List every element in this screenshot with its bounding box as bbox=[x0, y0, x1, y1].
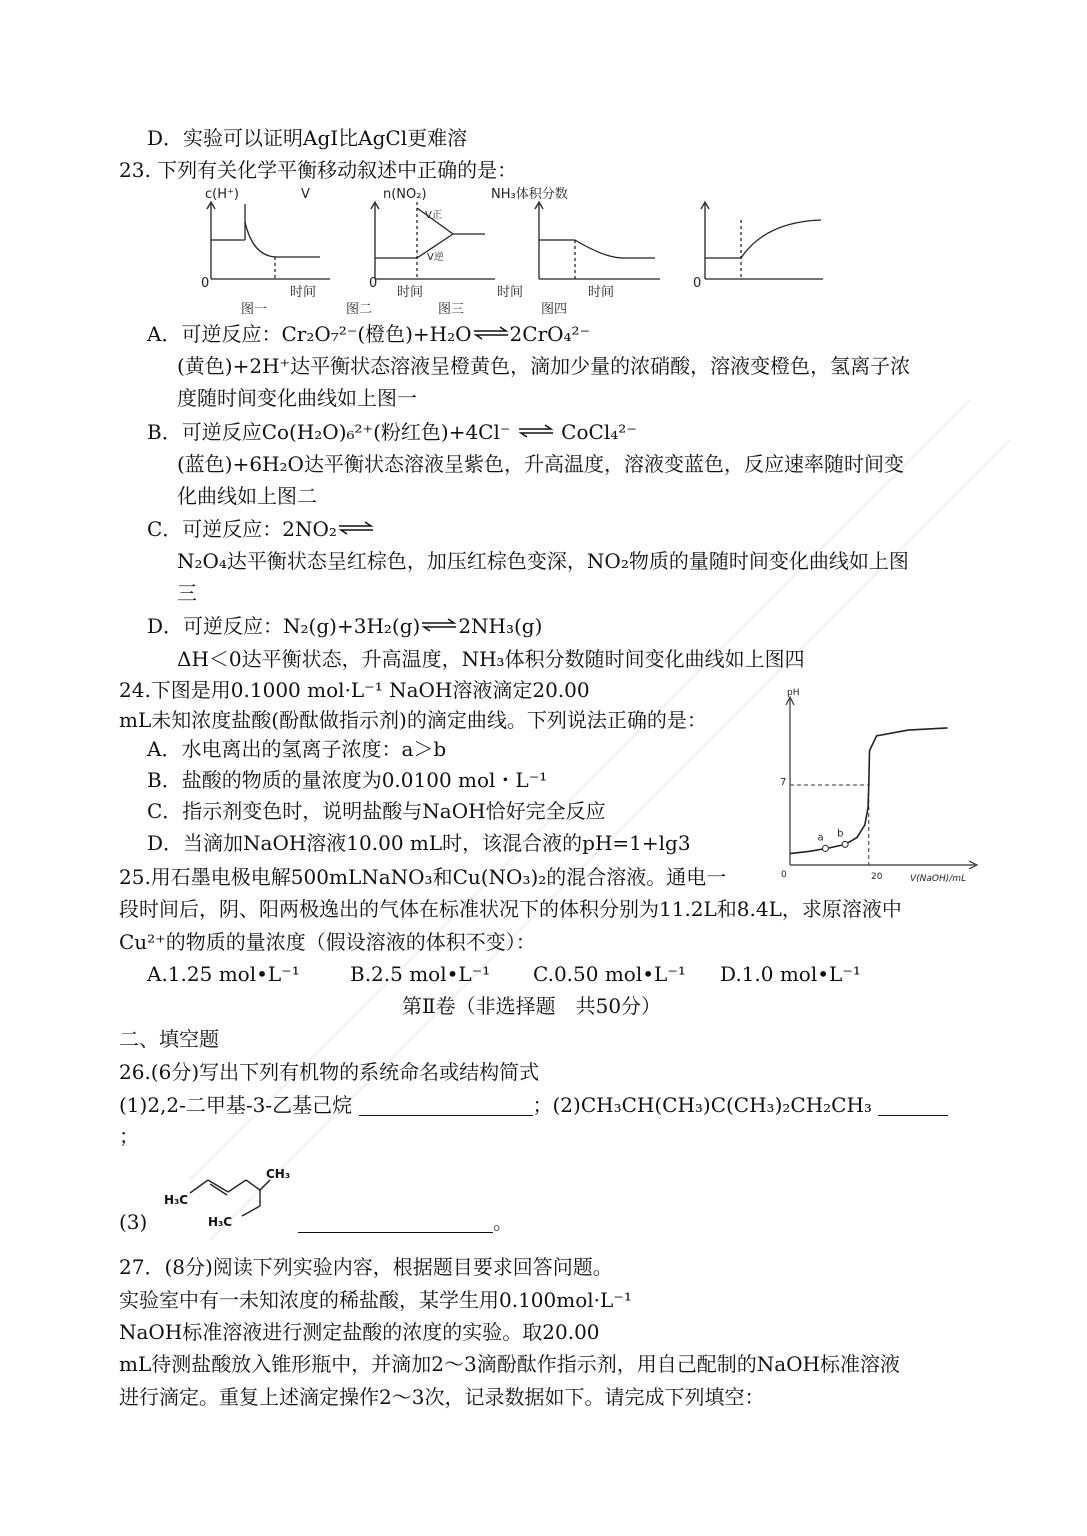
x-tick-20: 20 bbox=[871, 872, 883, 882]
q23-option-a-line3: 度随时间变化曲线如上图一 bbox=[177, 386, 417, 410]
ch3-label: CH₃ bbox=[266, 1167, 291, 1181]
q23-a-prefix: A．可逆反应： bbox=[147, 322, 282, 346]
q23-option-b-line2: (蓝色)+6H₂O达平衡状态溶液呈紫色，升高温度，溶液变蓝色，反应速率随时间变 bbox=[177, 452, 904, 476]
graph-one bbox=[207, 202, 330, 279]
point-b bbox=[842, 841, 848, 847]
titration-curve-chart bbox=[775, 685, 980, 885]
zero-4: 0 bbox=[693, 276, 702, 291]
q24-option-a: A．水电离出的氢离子浓度：a＞b bbox=[147, 737, 447, 761]
equilibrium-arrow-icon bbox=[420, 618, 458, 632]
q23-d-formula-right: 2NH₃(g) bbox=[458, 614, 543, 638]
q25-option-c: C.0.50 mol•L⁻¹ bbox=[533, 962, 686, 986]
q23-option-d-line2: ΔH＜0达平衡状态，升高温度，NH₃体积分数随时间变化曲线如上图四 bbox=[177, 647, 805, 671]
section-two-title: 第Ⅱ卷（非选择题 共50分） bbox=[402, 994, 662, 1018]
h3c-left-label: H₃C bbox=[164, 1193, 189, 1207]
q23-option-c-line2: N₂O₄达平衡状态呈红棕色，加压红棕色变深，NO₂物质的量随时间变化曲线如上图 bbox=[177, 549, 909, 573]
zero-1: 0 bbox=[201, 276, 210, 291]
time-1: 时间 bbox=[290, 285, 317, 300]
q26-end-mark: 。 bbox=[493, 1210, 513, 1234]
q26-semicolon-2: ； bbox=[119, 1124, 139, 1148]
q23-option-c-line3: 三 bbox=[177, 581, 197, 605]
q27-line3: mL待测盐酸放入锥形瓶中，并滴加2～3滴酚酞作指示剂，用自己配制的NaOH标准溶液 bbox=[119, 1352, 900, 1376]
graph-four bbox=[701, 202, 823, 279]
q24-option-d: D．当滴加NaOH溶液10.00 mL时，该混合液的pH=1+lg3 bbox=[147, 831, 691, 855]
graph-label-ch: c(H⁺) bbox=[205, 187, 239, 202]
time-4: 时间 bbox=[588, 285, 615, 300]
fill-in-heading: 二、填空题 bbox=[119, 1027, 219, 1051]
q26-part3-label: (3) bbox=[119, 1210, 148, 1234]
point-label-a: a bbox=[817, 832, 824, 844]
y-axis-label: pH bbox=[787, 688, 800, 698]
q23-option-c-line1 bbox=[147, 515, 375, 543]
q26-part3-line bbox=[298, 1208, 513, 1236]
time-2: 时间 bbox=[397, 285, 424, 300]
graph-label-nno2: n(NO₂) bbox=[383, 187, 427, 202]
graph-label-v: V bbox=[301, 187, 310, 202]
time-3: 时间 bbox=[497, 285, 524, 300]
q26-answer-3-blank[interactable] bbox=[298, 1210, 493, 1233]
q24-stem-line2: mL未知浓度盐酸(酚酞做指示剂)的滴定曲线。下列说法正确的是： bbox=[119, 708, 707, 732]
q27-line1: 实验室中有一未知浓度的稀盐酸，某学生用0.100mol·L⁻¹ bbox=[119, 1288, 632, 1312]
q26-answer-1-blank[interactable] bbox=[359, 1093, 533, 1116]
q24-option-c: C．指示剂变色时，说明盐酸与NaOH恰好完全反应 bbox=[147, 799, 606, 823]
q23-option-b-line1 bbox=[147, 418, 637, 446]
equilibrium-arrow-icon bbox=[472, 326, 510, 340]
graph-three bbox=[535, 202, 660, 279]
q26-answer-2-blank[interactable] bbox=[878, 1093, 948, 1116]
q25-option-a: A.1.25 mol•L⁻¹ bbox=[147, 962, 300, 986]
x-axis-label: V(NaOH)/mL bbox=[910, 874, 967, 884]
q26-semicolon-1: ； bbox=[532, 1093, 553, 1117]
q26-skeletal-structure bbox=[160, 1160, 300, 1230]
q23-d-text: D．可逆反应：N₂(g)+3H₂(g) bbox=[147, 614, 421, 638]
q23-b-formula-right: CoCl₄²⁻ bbox=[561, 420, 637, 444]
v-forward-label: V正 bbox=[425, 210, 442, 221]
q23-option-a-line1 bbox=[147, 320, 590, 348]
zero-2: 0 bbox=[369, 276, 378, 291]
fig-four: 图四 bbox=[541, 302, 568, 317]
q25-option-b: B.2.5 mol•L⁻¹ bbox=[350, 962, 491, 986]
q24-stem-line1: 24.下图是用0.1000 mol·L⁻¹ NaOH溶液滴定20.00 bbox=[119, 678, 590, 702]
q26-part1-text: (1)2,2-二甲基-3-乙基己烷 bbox=[119, 1093, 353, 1117]
q26-stem: 26.(6分)写出下列有机物的系统命名或结构简式 bbox=[119, 1060, 540, 1084]
v-reverse-label: V逆 bbox=[427, 252, 444, 263]
q26-part2-text: (2)CH₃CH(CH₃)C(CH₃)₂CH₂CH₃ bbox=[552, 1093, 872, 1117]
q25-option-d: D.1.0 mol•L⁻¹ bbox=[720, 962, 861, 986]
q23-b-formula-left: Co(H₂O)₆²⁺(粉红色)+4Cl⁻ bbox=[261, 420, 511, 444]
fig-three: 图三 bbox=[438, 302, 465, 317]
point-a bbox=[822, 845, 828, 851]
x-tick-0: 0 bbox=[781, 870, 787, 880]
q27-stem: 27．(8分)阅读下列实验内容，根据题目要求回答问题。 bbox=[119, 1255, 613, 1279]
q23-stem: 23. 下列有关化学平衡移动叙述中正确的是： bbox=[119, 158, 518, 182]
q25-line2: 段时间后，阴、阳两极逸出的气体在标准状况下的体积分别为11.2L和8.4L，求原溶液中 bbox=[119, 897, 902, 921]
q27-line2: NaOH标准溶液进行测定盐酸的浓度的实验。取20.00 bbox=[119, 1320, 600, 1344]
graph-label-nh3: NH₃体积分数 bbox=[491, 187, 568, 202]
q23-option-d-line1 bbox=[147, 612, 542, 640]
h3c-bottom-label: H₃C bbox=[208, 1215, 233, 1229]
y-tick-7: 7 bbox=[780, 777, 787, 788]
q23-option-b-line3: 化曲线如上图二 bbox=[177, 484, 317, 508]
q23-a-formula-left: Cr₂O₇²⁻(橙色)+H₂O bbox=[281, 322, 472, 346]
equilibrium-arrow-icon bbox=[517, 424, 555, 438]
q23-a-formula-right: 2CrO₄²⁻ bbox=[509, 322, 591, 346]
q25-line3: Cu²⁺的物质的量浓度（假设溶液的体积不变）： bbox=[119, 930, 536, 954]
q23-b-prefix: B．可逆反应 bbox=[147, 420, 262, 444]
q25-line1: 25.用石墨电极电解500mLNaNO₃和Cu(NO₃)₂的混合溶液。通电一 bbox=[119, 865, 727, 889]
q22-option-d: D．实验可以证明AgI比AgCl更难溶 bbox=[147, 126, 468, 150]
q27-line4: 进行滴定。重复上述滴定操作2～3次，记录数据如下。请完成下列填空： bbox=[119, 1385, 765, 1409]
q23-graphs bbox=[195, 182, 845, 317]
fig-two: 图二 bbox=[346, 302, 373, 317]
q24-option-b: B．盐酸的物质的量浓度为0.0100 mol・L⁻¹ bbox=[147, 768, 548, 792]
q23-c-text: C．可逆反应：2NO₂ bbox=[147, 517, 337, 541]
q26-part1-line bbox=[119, 1091, 948, 1119]
equilibrium-arrow-icon bbox=[337, 521, 375, 535]
fig-one: 图一 bbox=[241, 302, 268, 317]
q23-option-a-line2: (黄色)+2H⁺达平衡状态溶液呈橙黄色，滴加少量的浓硝酸，溶液变橙色，氢离子浓 bbox=[177, 354, 911, 378]
point-label-b: b bbox=[837, 828, 844, 840]
